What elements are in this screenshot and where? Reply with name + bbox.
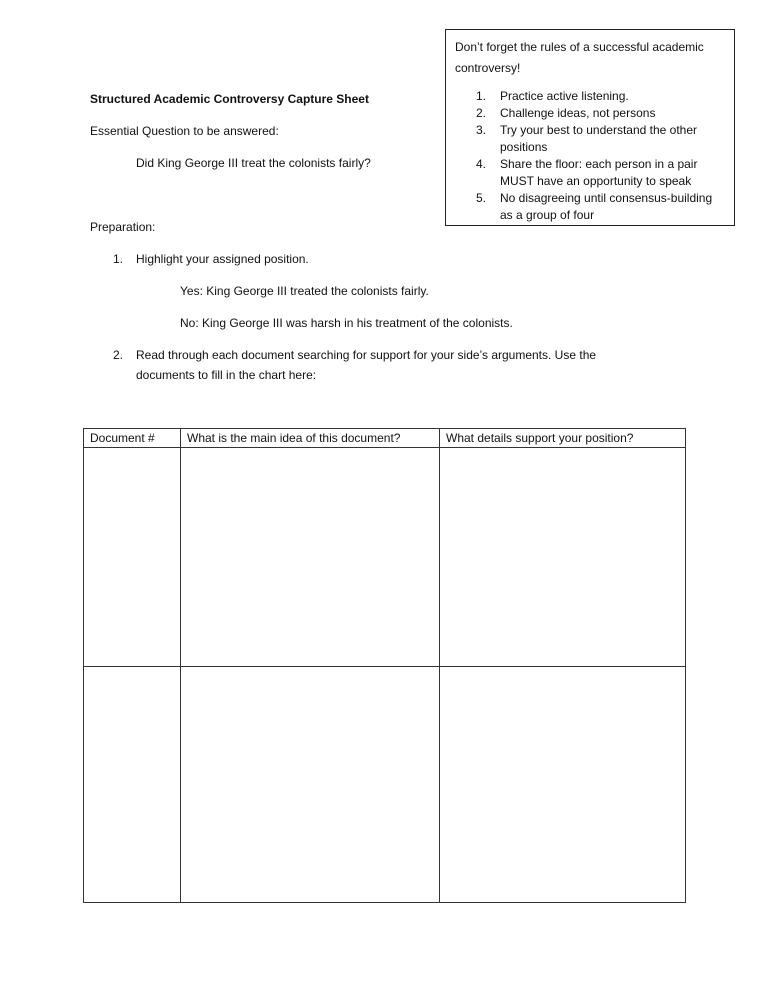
rule-number: 3.	[476, 123, 487, 137]
rule-text: Share the floor: each person in a pair MUST have an opportunity to speak	[500, 157, 698, 188]
step1-number: 1.	[113, 252, 124, 266]
cell-supporting-details[interactable]	[440, 448, 686, 667]
rules-box	[445, 29, 735, 226]
essential-question-label: Essential Question to be answered:	[90, 124, 279, 138]
rule-text: No disagreeing until consensus-building as a group of four	[500, 191, 713, 222]
cell-document-number[interactable]	[84, 667, 181, 903]
preparation-label: Preparation:	[90, 220, 156, 234]
position-yes: Yes: King George III treated the colonists fairly.	[180, 284, 429, 298]
rule-number: 1.	[476, 89, 487, 103]
table-row	[84, 448, 686, 667]
table-row	[84, 667, 686, 903]
essential-question: Did King George III treat the colonists fairly?	[136, 156, 371, 170]
document-title: Structured Academic Controversy Capture Sheet	[90, 92, 369, 106]
rule-number: 4.	[476, 157, 487, 171]
cell-document-number[interactable]	[84, 448, 181, 667]
rule-text: Try your best to understand the other positions	[500, 123, 697, 154]
rule-text: Practice active listening.	[500, 89, 629, 103]
rule-text: Challenge ideas, not persons	[500, 106, 656, 120]
rule-item	[446, 156, 736, 190]
rule-item	[446, 105, 736, 122]
rule-number: 5.	[476, 191, 487, 205]
rule-number: 2.	[476, 106, 487, 120]
capture-chart-table	[83, 428, 686, 903]
step1-text: Highlight your assigned position.	[136, 252, 309, 266]
rule-item	[446, 190, 736, 224]
cell-main-idea[interactable]	[181, 448, 440, 667]
rule-item	[446, 122, 736, 156]
cell-main-idea[interactable]	[181, 667, 440, 903]
table-header-row	[84, 429, 686, 448]
position-no: No: King George III was harsh in his treatment of the colonists.	[180, 316, 513, 330]
step2-number: 2.	[113, 348, 124, 362]
step2-text-line2: documents to fill in the chart here:	[136, 368, 317, 382]
rules-intro: Don’t forget the rules of a successful academic controversy!	[455, 40, 704, 75]
rules-list	[446, 88, 736, 224]
header-supporting-details: What details support your position?	[440, 429, 686, 448]
step2-text-line1: Read through each document searching for support for your side’s arguments. Use the	[136, 348, 597, 362]
header-main-idea: What is the main idea of this document?	[181, 429, 440, 448]
header-document-number: Document #	[84, 429, 181, 448]
cell-supporting-details[interactable]	[440, 667, 686, 903]
rule-item	[446, 88, 736, 105]
